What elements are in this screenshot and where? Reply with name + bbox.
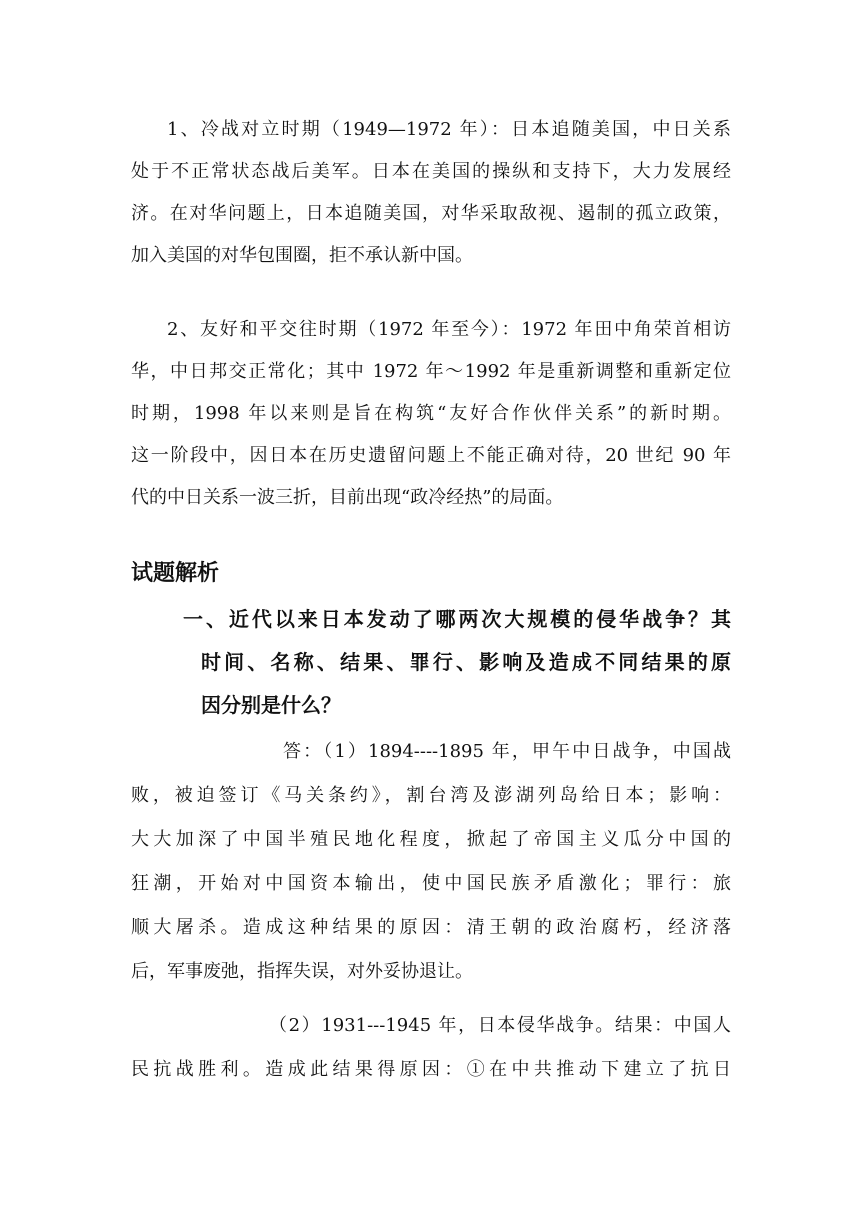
answer2-line-2: 民抗战胜利。造成此结果得原因：①在中共推动下建立了抗日 [131,1059,731,1080]
section2-line-2: 华，中日邦交正常化；其中 1972 年～1992 年是重新调整和重新定位 [131,361,731,382]
answer1-line-3: 大大加深了中国半殖民地化程度，掀起了帝国主义瓜分中国的 [131,829,731,850]
question-line-1: 一、近代以来日本发动了哪两次大规模的侵华战争？其 [183,607,731,631]
answer2-line-1: （2）1931---1945 年，日本侵华战争。结果：中国人 [269,1015,731,1036]
section2-line-1: 2、友好和平交往时期（1972 年至今）：1972 年田中角荣首相访 [167,319,731,340]
answer1-line-5: 顺大屠杀。造成这种结果的原因：清王朝的政治腐朽，经济落 [131,917,731,938]
question-line-2: 时间、名称、结果、罪行、影响及造成不同结果的原 [201,650,731,674]
section1-line-2: 处于不正常状态战后美军。日本在美国的操纵和支持下，大力发展经 [131,161,731,182]
section-heading: 试题解析 [131,561,220,586]
section2-line-3: 时期，1998 年以来则是旨在构筑“友好合作伙伴关系”的新时期。 [131,403,731,424]
section1-line-1: 1、冷战对立时期（1949—1972 年）：日本追随美国，中日关系 [167,119,731,140]
answer1-line-1: 答：（1）1894----1895 年，甲午中日战争，中国战 [283,741,731,762]
answer1-line-2: 败，被迫签订《马关条约》，割台湾及澎湖列岛给日本；影响： [131,785,731,806]
section2-line-4: 这一阶段中，因日本在历史遗留问题上不能正确对待，20 世纪 90 年 [131,445,731,466]
section1-line-3: 济。在对华问题上，日本追随美国，对华采取敌视、遏制的孤立政策， [131,203,731,224]
question-line-3: 因分别是什么？ [201,693,341,717]
section2-line-5: 代的中日关系一波三折，目前出现“政冷经热”的局面。 [131,487,564,508]
answer1-line-6: 后，军事废弛，指挥失误，对外妥协退让。 [131,961,473,982]
section1-line-4: 加入美国的对华包围圈，拒不承认新中国。 [131,245,473,266]
answer1-line-4: 狂潮，开始对中国资本输出，使中国民族矛盾激化；罪行：旅 [131,873,731,894]
